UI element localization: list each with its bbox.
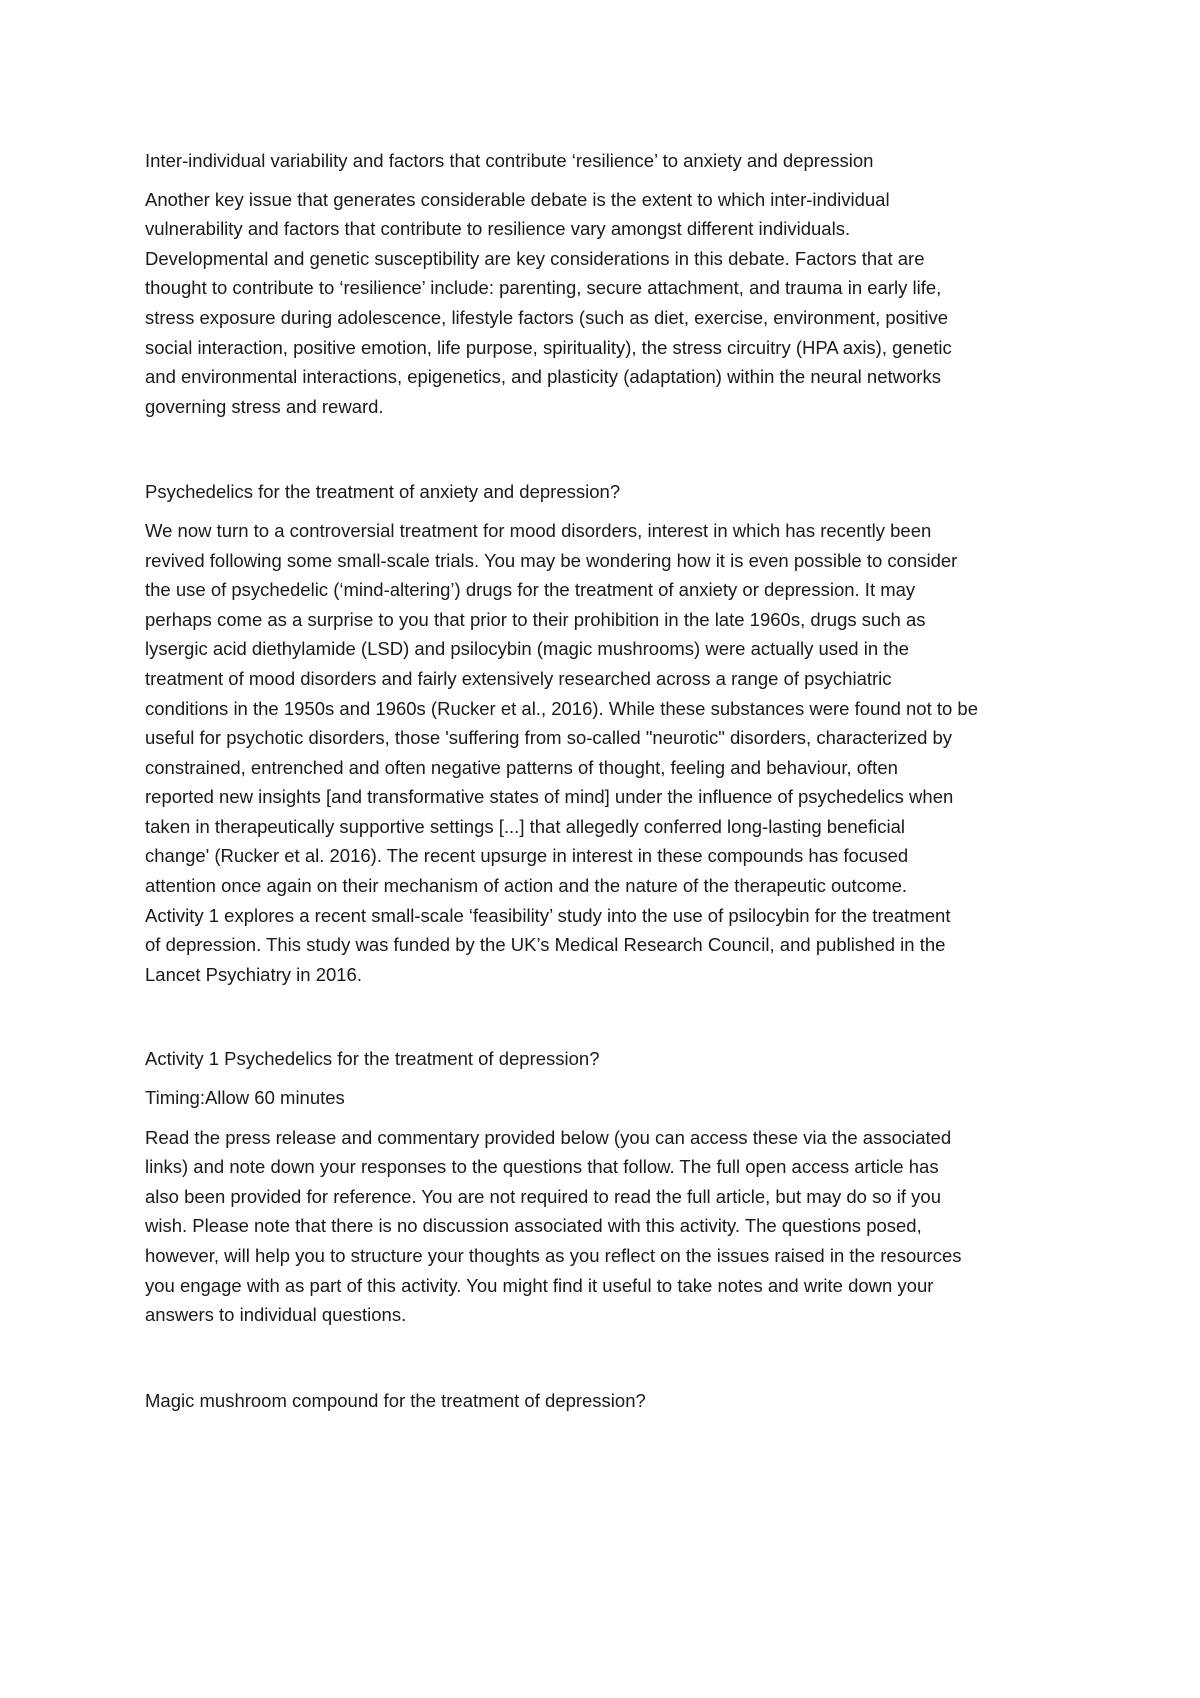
text-line: Another key issue that generates considerable debate is the extent to which inter-individual: [145, 188, 890, 210]
text-line: you engage with as part of this activity. You might find it useful to take notes and write down your: [145, 1274, 934, 1296]
text-line: thought to contribute to ‘resilience’ include: parenting, secure attachment, and trauma in early life,: [145, 277, 942, 299]
section-heading-psychedelics: Psychedelics for the treatment of anxiety and depression?: [145, 481, 621, 503]
text-line: also been provided for reference. You are not required to read the full article, but may do so if you: [145, 1185, 941, 1207]
section-heading-magic-mushroom: Magic mushroom compound for the treatment of depression?: [145, 1389, 646, 1411]
text-line: reported new insights [and transformative states of mind] under the influence of psychedelics when: [145, 786, 954, 808]
text-line: the use of psychedelic (‘mind-altering’) drugs for the treatment of anxiety or depression. It may: [145, 579, 916, 601]
text-line: Developmental and genetic susceptibility are key considerations in this debate. Factors that are: [145, 247, 925, 269]
text-line: wish. Please note that there is no discussion associated with this activity. The questions posed,: [145, 1215, 922, 1237]
text-line: stress exposure during adolescence, lifestyle factors (such as diet, exercise, environment, positive: [145, 306, 949, 328]
text-line: constrained, entrenched and often negative patterns of thought, feeling and behaviour, often: [145, 756, 898, 778]
text-line: governing stress and reward.: [145, 395, 384, 417]
section-heading-resilience: Inter-individual variability and factors that contribute ‘resilience’ to anxiety and depression: [145, 150, 874, 171]
document-body: [145, 146, 1070, 1415]
text-line: and environmental interactions, epigenetics, and plasticity (adaptation) within the neural networks: [145, 366, 941, 388]
paragraph-psychedelics: [145, 516, 1070, 990]
paragraph-activity-1: [145, 1123, 1070, 1330]
text-line: however, will help you to structure your thoughts as you reflect on the issues raised in the resources: [145, 1245, 962, 1266]
text-line: vulnerability and factors that contribute to resilience vary amongst different individuals.: [145, 218, 851, 240]
text-line: Read the press release and commentary provided below (you can access these via the associated: [145, 1126, 952, 1148]
section-heading-activity-1: Activity 1 Psychedelics for the treatment of depression?: [145, 1048, 600, 1070]
text-line: links) and note down your responses to the questions that follow. The full open access article has: [145, 1156, 939, 1178]
text-line: treatment of mood disorders and fairly extensively researched across a range of psychiatric: [145, 667, 892, 689]
text-line: Activity 1 explores a recent small-scale ‘feasibility’ study into the use of psilocybin for the treatment: [145, 904, 951, 926]
text-line: useful for psychotic disorders, those 'suffering from so-called "neurotic" disorders, characterized by: [145, 727, 953, 749]
text-line: of depression. This study was funded by the UK’s Medical Research Council, and published in the: [145, 934, 946, 956]
text-line: answers to individual questions.: [145, 1304, 407, 1326]
text-line: We now turn to a controversial treatment for mood disorders, interest in which has recently been: [145, 519, 932, 541]
text-line: attention once again on their mechanism of action and the nature of the therapeutic outcome.: [145, 875, 908, 897]
text-line: change' (Rucker et al. 2016). The recent upsurge in interest in these compounds has focused: [145, 845, 909, 867]
text-line: conditions in the 1950s and 1960s (Rucker et al., 2016). While these substances were found not to be: [145, 697, 979, 719]
text-line: social interaction, positive emotion, life purpose, spirituality), the stress circuitry (HPA axis), genetic: [145, 336, 952, 358]
text-line: revived following some small-scale trials. You may be wondering how it is even possible to consider: [145, 549, 958, 571]
text-line: taken in therapeutically supportive settings [...] that allegedly conferred long-lasting beneficial: [145, 815, 905, 837]
text-line: perhaps come as a surprise to you that prior to their prohibition in the late 1960s, drugs such as: [145, 608, 926, 630]
text-line: Lancet Psychiatry in 2016.: [145, 963, 362, 985]
paragraph-resilience: [145, 185, 1070, 422]
text-line: lysergic acid diethylamide (LSD) and psilocybin (magic mushrooms) were actually used in the: [145, 638, 909, 660]
activity-timing: Timing:Allow 60 minutes: [145, 1087, 345, 1109]
